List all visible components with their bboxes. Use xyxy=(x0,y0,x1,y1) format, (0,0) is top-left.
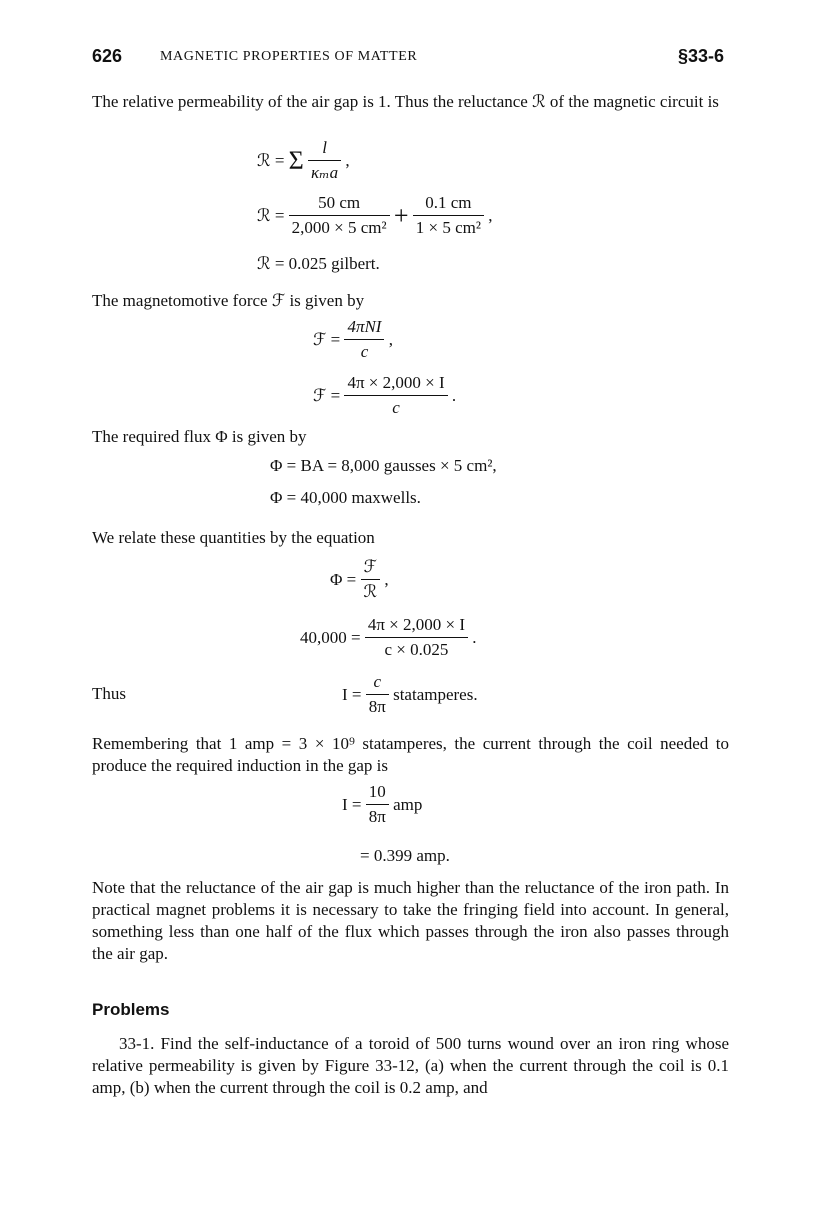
eq-tail: , xyxy=(488,205,493,225)
fraction xyxy=(344,373,447,418)
fraction xyxy=(344,317,384,362)
denominator: 8π xyxy=(366,804,389,827)
fraction xyxy=(366,672,389,717)
numerator: 50 cm xyxy=(318,193,361,212)
numerator: 4π × 2,000 × I xyxy=(367,615,466,634)
equation-reluctance-result xyxy=(257,254,380,274)
denominator: 8π xyxy=(366,694,389,717)
eq-rhs: BA = 8,000 gausses × 5 cm², xyxy=(300,456,497,475)
eq-lhs: ℛ = xyxy=(257,254,285,273)
plus-sign: + xyxy=(393,200,409,230)
equation-current-stat xyxy=(342,672,478,717)
eq-lhs: ℛ = xyxy=(257,150,285,170)
eq-rhs: 0.025 gilbert. xyxy=(288,254,380,273)
eq-rhs: 40,000 maxwells. xyxy=(300,488,421,507)
eq-lhs: ℱ = xyxy=(313,385,341,405)
problems-heading: Problems xyxy=(92,1000,170,1019)
eq-tail: , xyxy=(388,329,393,349)
denominator: c xyxy=(344,395,447,418)
equation-mmf-values xyxy=(313,373,456,418)
problem-33-1: 33-1. Find the self-inductance of a toroid of 500 turns wound over an iron ring whose relative permeability is given by Figure 33-12, (a) when the current through the coil is 0.1 amp, (b) when the current through the coil is 0.2 amp, and xyxy=(92,1034,729,1097)
denominator: κₘa xyxy=(308,160,341,183)
eq-rhs: 0.399 amp. xyxy=(373,846,450,865)
numerator: ℱ xyxy=(363,557,377,576)
eq-lhs: 40,000 = xyxy=(300,627,361,647)
eq-tail: . xyxy=(451,385,457,405)
paragraph-flux-intro: The required flux Φ is given by xyxy=(92,427,307,446)
paragraph-mmf-intro: The magnetomotive force ℱ is given by xyxy=(92,291,365,310)
eq-tail: , xyxy=(384,569,389,589)
eq-lhs: ℱ = xyxy=(313,329,341,349)
eq-tail: amp xyxy=(393,794,423,814)
eq-tail: statamperes. xyxy=(393,684,478,704)
equation-flux xyxy=(270,456,497,476)
denominator: ℛ xyxy=(361,579,381,602)
fraction-iron xyxy=(289,193,390,238)
thus-label: Thus xyxy=(92,684,126,703)
paragraph-note: Note that the reluctance of the air gap is much higher than the reluctance of the iron path. In practical magnet problems it is necessary to take the fringing field into account. In general, something less than one half of the flux which passes through the iron also passes through the air gap. xyxy=(92,878,729,963)
numerator: 4πNI xyxy=(347,317,382,336)
eq-lhs: I = xyxy=(342,684,362,704)
fraction-gap xyxy=(413,193,484,238)
equation-current-result xyxy=(360,846,450,866)
denominator: c xyxy=(344,339,384,362)
eq-lhs: ℛ = xyxy=(257,205,285,225)
section-number: §33-6 xyxy=(678,46,725,66)
eq-lhs: Φ = xyxy=(330,569,357,589)
eq-lhs: Φ = xyxy=(270,456,297,475)
numerator: 0.1 cm xyxy=(425,193,472,212)
numerator: 4π × 2,000 × I xyxy=(347,373,445,392)
eq-tail: . xyxy=(472,627,477,647)
denominator: c × 0.025 xyxy=(365,637,468,660)
numerator: l xyxy=(322,138,327,157)
equation-reluctance-sum xyxy=(257,138,350,183)
eq-lhs: = xyxy=(360,846,370,865)
eq-tail: , xyxy=(345,150,350,170)
denominator: 2,000 × 5 cm² xyxy=(289,215,390,238)
page-number: 626 xyxy=(92,46,123,66)
equation-relation-values xyxy=(300,615,477,660)
running-title: MAGNETIC PROPERTIES OF MATTER xyxy=(160,49,418,64)
eq-lhs: I = xyxy=(342,794,362,814)
denominator: 1 × 5 cm² xyxy=(413,215,484,238)
paragraph-relation-intro: We relate these quantities by the equation xyxy=(92,528,375,547)
paragraph-reluctance-intro: The relative permeability of the air gap is 1. Thus the reluctance ℛ of the magnetic circuit is xyxy=(92,92,719,111)
numerator: c xyxy=(373,672,382,691)
equation-reluctance-values xyxy=(257,193,492,238)
equation-current-amp xyxy=(342,782,422,827)
fraction xyxy=(361,557,381,602)
equation-mmf xyxy=(313,317,393,362)
fraction xyxy=(366,782,389,827)
paragraph-current-intro: Remembering that 1 amp = 3 × 10⁹ statamperes, the current through the coil needed to produce the required induction in the gap is xyxy=(92,734,729,775)
fraction xyxy=(308,138,341,183)
equation-flux-result xyxy=(270,488,421,508)
eq-lhs: Φ = xyxy=(270,488,297,507)
equation-relation xyxy=(330,557,389,602)
sum-symbol: Σ xyxy=(288,145,304,175)
fraction xyxy=(365,615,468,660)
numerator: 10 xyxy=(368,782,386,801)
